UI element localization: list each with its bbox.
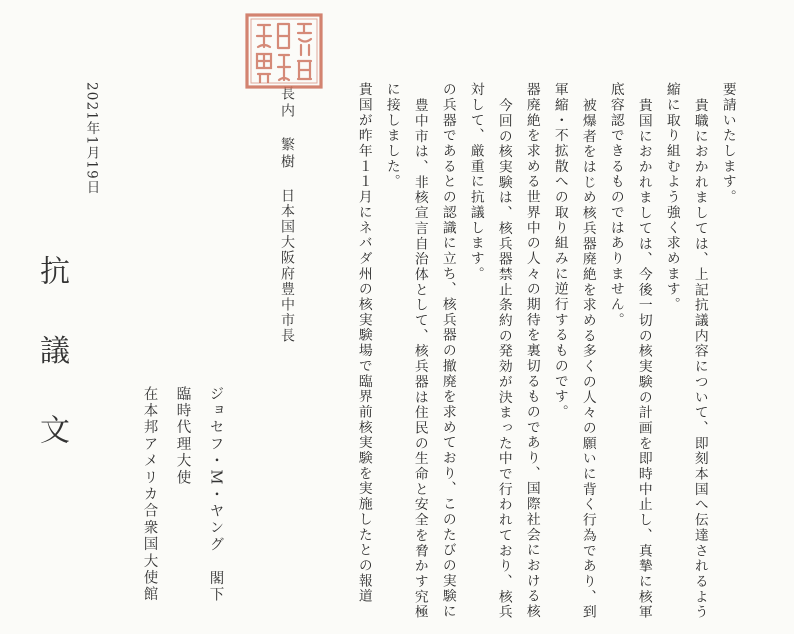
body-line: 底容認できるものではありません。 bbox=[607, 82, 624, 328]
body-line: に接しました。 bbox=[383, 82, 400, 190]
sender-name: 長内 繁樹 bbox=[279, 86, 295, 171]
seal-graphic bbox=[244, 12, 324, 90]
addressee-name: ジョセフ・M・ヤング 閣下 bbox=[207, 386, 224, 604]
body-line: 貴職におかれましては、上記抗議内容について、即刻本国へ伝達されるよう bbox=[691, 98, 708, 620]
body-line: 貴国が昨年１１月にネバダ州の核実験場で臨界前核実験を実施したとの報道 bbox=[355, 82, 372, 604]
document-title: 抗 議 文 bbox=[34, 255, 69, 465]
addressee-embassy: 在本邦アメリカ合衆国大使館 bbox=[141, 386, 158, 604]
body-line: 豊中市は、非核宣言自治体として、核兵器は住民の生命と安全を脅かす究極 bbox=[411, 98, 428, 620]
body-line: 被爆者をはじめ核兵器廃絶を求める多くの人々の願いに背く行為であり、到 bbox=[579, 98, 596, 620]
body-line: 器廃絶を求める世界中の人々の期待を裏切るものであり、国際社会における核 bbox=[523, 82, 540, 620]
body-line: 今回の核実験は、核兵器禁止条約の発効が決まった中で行われており、核兵 bbox=[495, 98, 512, 620]
body-line: 要請いたします。 bbox=[719, 82, 736, 205]
body-line: 軍縮・不拡散への取り組みに逆行するものです。 bbox=[551, 82, 568, 420]
protest-body bbox=[356, 82, 746, 634]
addressee-position: 臨時代理大使 bbox=[174, 386, 191, 487]
body-line: 縮に取り組むよう強く求めます。 bbox=[663, 82, 680, 313]
document-date: 2021年1月19日 bbox=[83, 82, 100, 195]
body-line: 対して、厳重に抗議します。 bbox=[467, 82, 484, 282]
body-line: 貴国におかれましては、今後一切の核実験の計画を即時中止し、真摯に核軍 bbox=[635, 98, 652, 620]
body-line: の兵器であるとの認識に立ち、核兵器の撤廃を求めており、このたびの実験に bbox=[439, 82, 456, 620]
sender-organization: 日本国大阪府豊中市長 bbox=[279, 188, 295, 344]
official-seal-icon bbox=[244, 12, 324, 90]
